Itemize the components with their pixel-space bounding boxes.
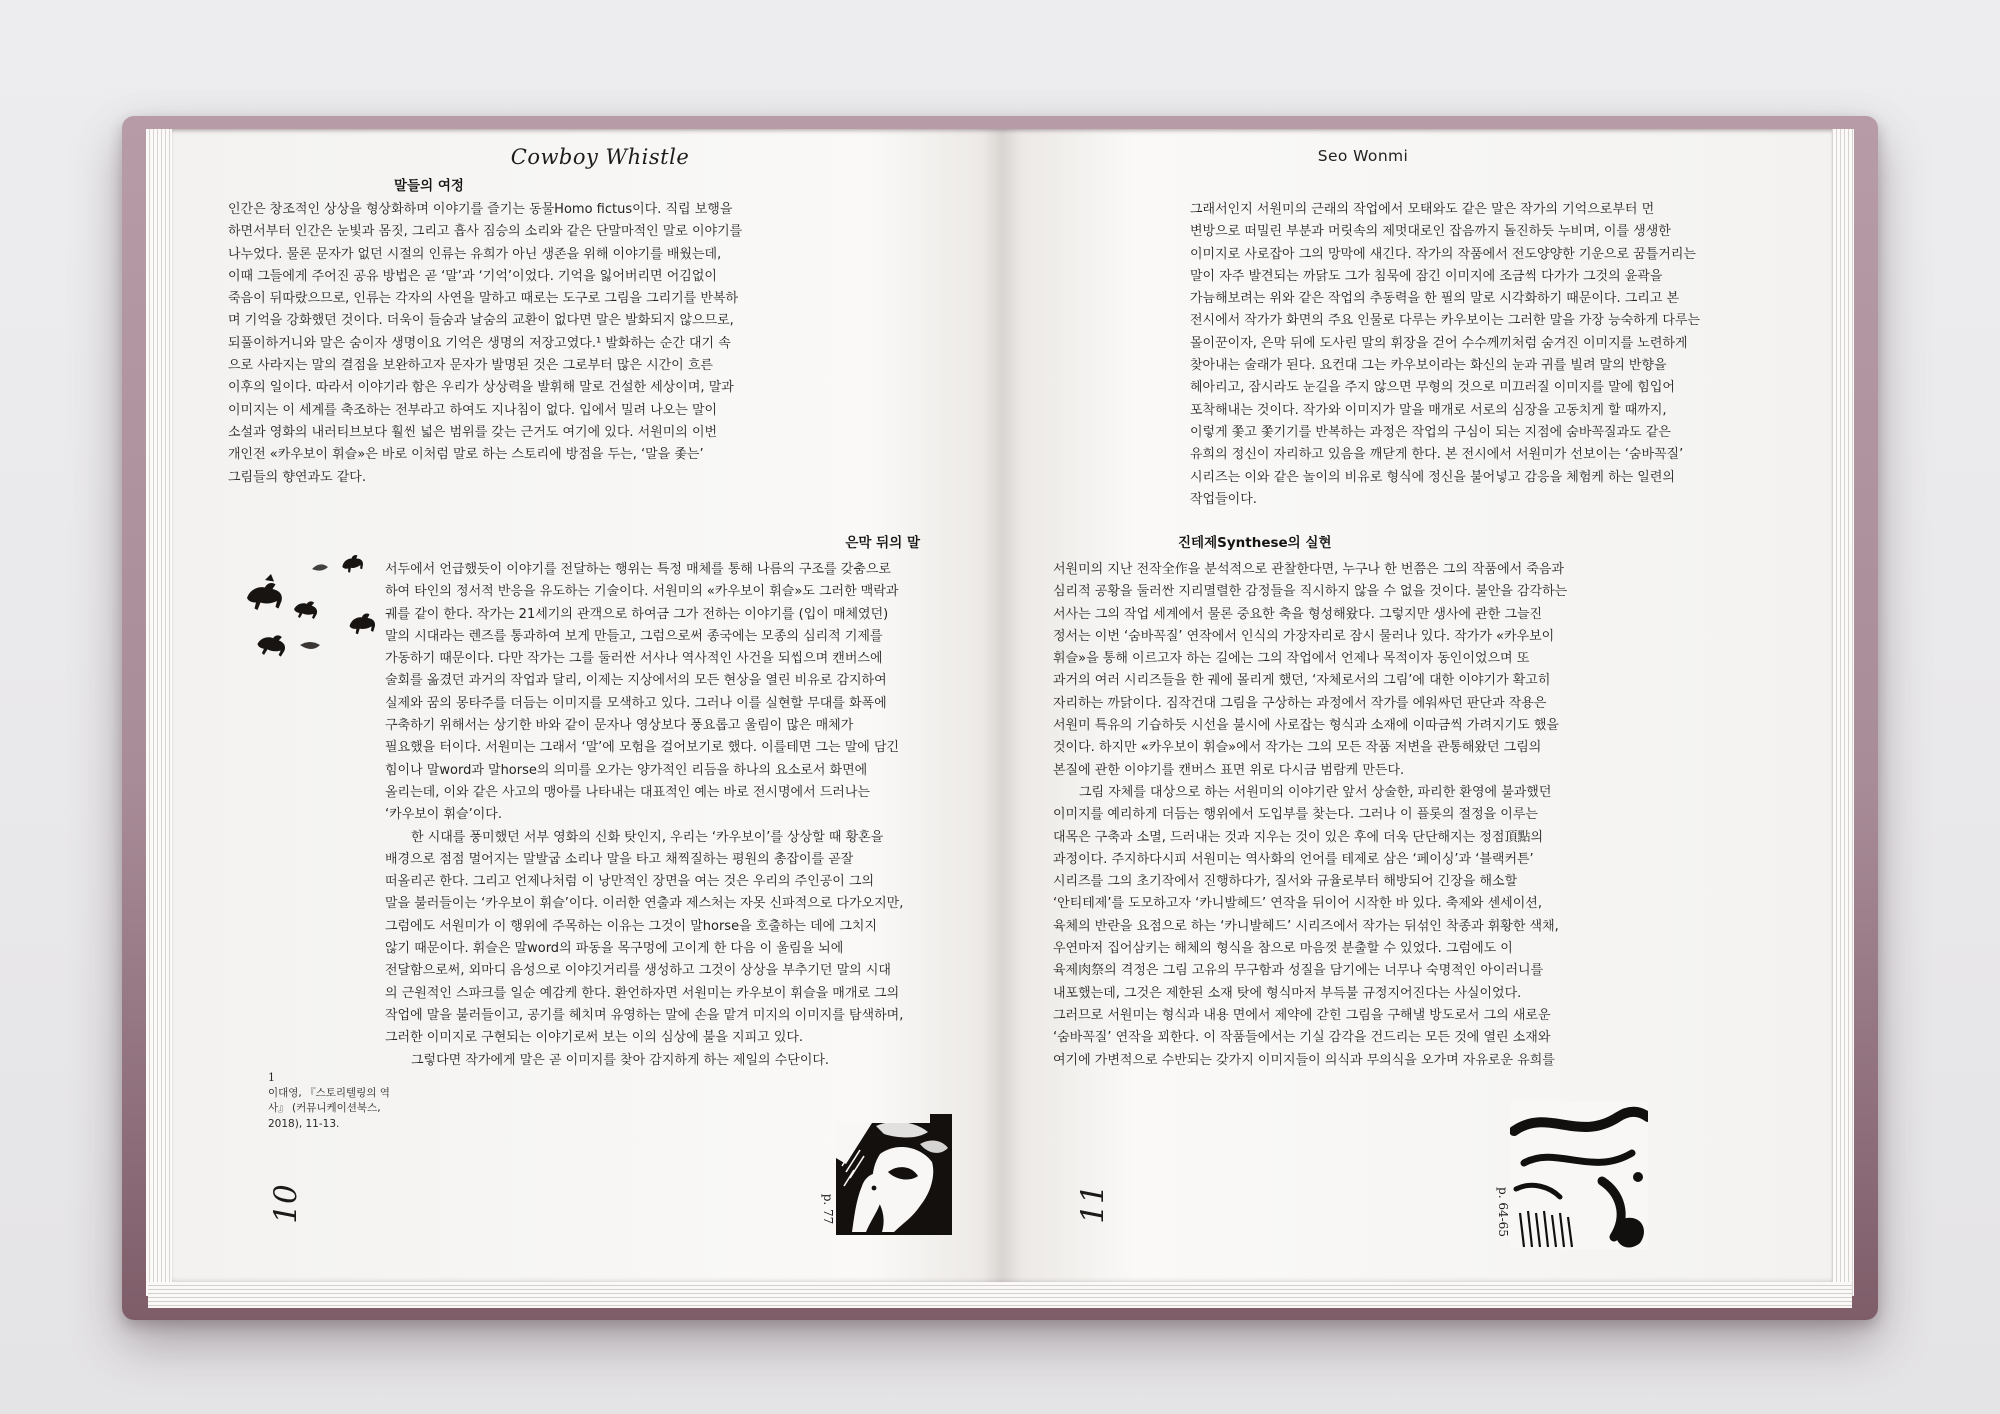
text-line: 포착해내는 것이다. 작가와 이미지가 말을 매개로 서로의 심장을 고동치게 할 때까지, bbox=[1190, 402, 1667, 418]
text-line: 이미지를 예리하게 더듬는 행위에서 도입부를 찾는다. 그러나 이 플롯의 절정을 이루는 bbox=[1053, 807, 1538, 823]
text-line: 작업들이다. bbox=[1190, 491, 1257, 507]
text-line: 내포했는데, 그것은 제한된 소재 탓에 형식마저 부득불 규정지어진다는 사실이었다. bbox=[1053, 985, 1522, 1001]
section-title-words-behind-silver-screen: 은막 뒤의 말 bbox=[845, 535, 920, 551]
text-line: 찾아내는 술래가 된다. 요컨대 그는 카우보이라는 화신의 눈과 귀를 빌려 말의 반향을 bbox=[1190, 358, 1667, 374]
book-title-header: Cowboy Whistle bbox=[510, 145, 690, 169]
text-line: 말이 자주 발견되는 까닭도 그가 침묵에 잠긴 이미지에 조금씩 다가가 그것의 윤곽을 bbox=[1190, 268, 1663, 284]
text-line: 그림들의 향연과도 같다. bbox=[228, 469, 366, 485]
text-line: 소설과 영화의 내러티브보다 훨씬 넓은 범위를 갖는 근거도 여기에 있다. 서원미의 이번 bbox=[228, 424, 718, 440]
text-line: 서원미의 지난 전작全作을 분석적으로 관찰한다면, 누구나 한 번쯤은 그의 작품에서 죽음과 bbox=[1053, 562, 1564, 577]
text-line: 과정이다. 주지하다시피 서원미는 역사화의 언어를 테제로 삼은 ‘페이싱’과 ‘블랙커튼’ bbox=[1053, 851, 1534, 867]
left-page-paragraph-1 bbox=[228, 199, 794, 489]
text-line: 이렇게 쫓고 쫓기기를 반복하는 과정은 작업의 구심이 되는 지점에 숨바꼭질과도 같은 bbox=[1190, 424, 1671, 440]
text-line: ‘안티테제’를 도모하고자 ‘카니발헤드’ 연작을 뒤이어 시작한 바 있다. 축제와 센세이션, bbox=[1053, 896, 1542, 912]
text-line: 그러한 이미지로 구현되는 이야기로써 보는 이의 심상에 불을 지피고 있다. bbox=[385, 1030, 804, 1046]
figure-caption-p64-65: p. 64-65 bbox=[1496, 1187, 1510, 1237]
text-line: 힘이나 말word과 말horse의 의미를 오가는 양가적인 리듬을 하나의 요소로서 화면에 bbox=[385, 762, 868, 778]
text-line: 가늠해보려는 위와 같은 작업의 추동력을 한 필의 말로 시각화하기 때문이다. 그리고 본 bbox=[1190, 291, 1680, 307]
text-line: 떠올리곤 한다. 그리고 언제나처럼 이 낭만적인 장면을 여는 것은 우리의 주인공이 그의 bbox=[385, 874, 875, 890]
text-line: 필요했을 터이다. 서원미는 그래서 ‘말’에 모험을 걸어보기로 했다. 이를테면 그는 말에 담긴 bbox=[385, 740, 900, 756]
text-line: 육체의 반란을 요점으로 하는 ‘카니발헤드’ 시리즈에서 작가는 뒤섞인 착종과 휘황한 색채, bbox=[1053, 918, 1559, 934]
text-line: 시리즈를 그의 초기작에서 진행하다가, 질서와 규율로부터 해방되어 긴장을 해소할 bbox=[1053, 874, 1518, 890]
text-line: 죽음이 뒤따랐으므로, 인류는 각자의 사연을 말하고 때로는 도구로 그림을 그리기를 반복하 bbox=[228, 291, 739, 307]
text-line: 여기에 가변적으로 수반되는 갖가지 이미지들이 의식과 무의식을 오가며 자유로운 유희를 bbox=[1053, 1052, 1555, 1068]
footnote-line: 이대영, 『스토리텔링의 역 bbox=[268, 1086, 390, 1099]
text-line: 실제와 꿈의 몽타주를 더듬는 이미지를 모색하고 있다. 그러나 이를 실현할 무대를 화폭에 bbox=[385, 695, 887, 711]
text-line: 서사는 그의 작업 세계에서 물론 중요한 축을 형성해왔다. 그렇지만 생사에 관한 그늘진 bbox=[1053, 606, 1543, 622]
text-line: 그래서인지 서원미의 근래의 작업에서 모태와도 같은 말은 작가의 기억으로부터 먼 bbox=[1190, 202, 1655, 217]
text-line: 몰이꾼이자, 은막 뒤에 도사린 말의 휘장을 걷어 수수께끼처럼 숨겨진 이미지를 노련하게 bbox=[1190, 335, 1688, 351]
text-line: 서원미 특유의 기습하듯 시선을 불시에 사로잡는 형식과 소재에 이따금씩 가려지기도 했을 bbox=[1053, 718, 1559, 734]
text-line: 구축하기 위해서는 상기한 바와 같이 문자나 영상보다 풍요롭고 울림이 많은 매체가 bbox=[385, 718, 854, 734]
text-line: 그러므로 서원미는 형식과 내용 면에서 제약에 갇힌 그림을 구해낼 방도로서 그의 새로운 bbox=[1053, 1007, 1551, 1023]
text-line: 대목은 구축과 소멸, 드러내는 것과 지우는 것이 있은 후에 더욱 단단해지는 정점頂點의 bbox=[1053, 829, 1544, 845]
text-line: 과거의 여러 시리즈들을 한 궤에 몰리게 했던, ‘자체로서의 그림’에 대한 이야기가 확고히 bbox=[1053, 673, 1551, 689]
text-line: 하여 타인의 정서적 반응을 유도하는 기술이다. 서원미의 «카우보이 휘슬»도 그러한 맥락과 bbox=[385, 584, 899, 600]
text-line: 으로 사라지는 말의 결점을 보완하고자 문자가 발명된 것은 그로부터 많은 시간이 흐른 bbox=[228, 358, 713, 374]
section-title-journey-of-words: 말들의 여정 bbox=[394, 178, 464, 194]
text-line: 인간은 창조적인 상상을 형상화하며 이야기를 즐기는 동물Homo fictus이다. 직립 보행을 bbox=[228, 202, 733, 217]
text-line: 배경으로 점점 멀어지는 말발굽 소리나 말을 타고 채찍질하는 평원의 총잡이를 곧잘 bbox=[385, 851, 854, 867]
text-line: 육제肉祭의 격정은 그림 고유의 무구함과 성질을 담기에는 너무나 숙명적인 아이러니를 bbox=[1053, 963, 1544, 979]
text-line: 시리즈는 이와 같은 놀이의 비유로 형식에 정신을 불어넣고 감응을 체험케 하는 일련의 bbox=[1190, 469, 1675, 485]
text-line: 말의 시대라는 렌즈를 통과하여 보게 만들고, 그럼으로써 종국에는 모종의 심리적 기제를 bbox=[385, 628, 883, 644]
text-line: 그림 자체를 대상으로 하는 서원미의 이야기란 앞서 상술한, 파리한 환영에 불과했던 bbox=[1053, 784, 1552, 800]
text-line: 자리하는 까닭이다. 짐작건대 그림을 구상하는 과정에서 작가를 에워싸던 판단과 작용은 bbox=[1053, 695, 1547, 711]
author-header: Seo Wonmi bbox=[1317, 147, 1409, 165]
text-line: 작업에 말을 불러들이고, 공기를 헤치며 유영하는 말에 손을 맡겨 미지의 이미지를 탐색하며, bbox=[385, 1007, 904, 1023]
text-line: 헤아리고, 잠시라도 눈길을 주지 않으면 무형의 것으로 미끄러질 이미지를 말에 힘입어 bbox=[1190, 380, 1675, 396]
text-line: 심리적 공황을 둘러싼 지리멸렬한 감정들을 직시하지 않을 수 없을 것이다. 불안을 감각하는 bbox=[1053, 584, 1568, 600]
text-line: 한 시대를 풍미했던 서부 영화의 신화 탓인지, 우리는 ‘카우보이’를 상상할 때 황혼을 bbox=[385, 829, 884, 845]
text-line: 이때 그들에게 주어진 공유 방법은 곧 ‘말’과 ‘기억’이었다. 기억을 잃어버리면 어김없이 bbox=[228, 268, 717, 284]
text-line: 개인전 «카우보이 휘슬»은 바로 이처럼 말로 하는 스토리에 방점을 두는, ‘말을 좇는’ bbox=[228, 447, 704, 463]
text-line: 것이다. 하지만 «카우보이 휘슬»에서 작가는 그의 모든 작품 저변을 관통해왔던 그림의 bbox=[1053, 740, 1542, 756]
text-line: 올리는데, 이와 같은 사고의 맹아를 나타내는 대표적인 예는 바로 전시명에서 드러나는 bbox=[385, 784, 870, 800]
book-spread bbox=[172, 129, 1832, 1282]
left-page-paragraph-2 bbox=[385, 559, 920, 1072]
section-title-synthese: 진테제Synthese의 실현 bbox=[1178, 535, 1332, 551]
page-number-right: 11 bbox=[1075, 1184, 1111, 1224]
text-line: 그렇다면 작가에게 말은 곧 이미지를 찾아 감지하게 하는 제일의 수단이다. bbox=[385, 1052, 830, 1068]
ink-waves-illustration bbox=[1510, 1101, 1648, 1249]
text-line: 정서는 이번 ‘숨바꼭질’ 연작에서 인식의 가장자리로 잠시 물러나 있다. 작가가 «카우보이 bbox=[1053, 628, 1555, 644]
footnote-marker: 1 bbox=[268, 1071, 275, 1084]
book bbox=[122, 116, 1878, 1320]
horse-sketches-illustration bbox=[242, 549, 392, 669]
text-line: 그럼에도 서원미가 이 행위에 주목하는 이유는 그것이 말horse을 호출하는 데에 그치지 bbox=[385, 918, 878, 934]
text-line: 본질에 관한 이야기를 캔버스 표면 위로 다시금 범람케 만든다. bbox=[1053, 762, 1405, 778]
page-edges-left bbox=[146, 129, 172, 1296]
text-line: 술회를 옮겼던 과거의 작업과 달리, 이제는 지상에서의 모든 현상을 열린 비유로 감지하여 bbox=[385, 673, 887, 689]
text-line: 유희의 정신이 자리하고 있음을 깨닫게 한다. 본 전시에서 서원미가 선보이는 ‘숨바꼭질’ bbox=[1190, 447, 1684, 463]
text-line: 변방으로 떠밀린 부분과 머릿속의 제멋대로인 잡음까지 돌진하듯 누비며, 이를 생생한 bbox=[1190, 224, 1671, 240]
page-edges-right bbox=[1832, 129, 1854, 1296]
text-line: ‘숨바꼭질’ 연작을 꾀한다. 이 작품들에서는 기실 감각을 건드리는 모든 것에 열린 소재와 bbox=[1053, 1030, 1551, 1046]
figure-caption-p77: p. 77 bbox=[821, 1193, 835, 1225]
text-line: 며 기억을 강화했던 것이다. 더욱이 들숨과 날숨의 교환이 없다면 말은 발화되지 않으므로, bbox=[228, 313, 734, 329]
text-line: 말을 불러들이는 ‘카우보이 휘슬’이다. 이러한 연출과 제스처는 자못 신파적으로 다가오지만, bbox=[385, 896, 904, 912]
text-line: 우연마저 집어삼키는 해체의 형식을 참으로 마음껏 분출할 수 있었다. 그럼에도 이 bbox=[1053, 941, 1513, 957]
footnote bbox=[268, 1070, 408, 1132]
text-line: ‘카우보이 휘슬’이다. bbox=[385, 807, 502, 823]
text-line: 궤를 같이 한다. 작가는 21세기의 관객으로 하여금 그가 전하는 이야기를 (입이 매체였던) bbox=[385, 606, 889, 622]
footnote-line: 사』 (커뮤니케이션북스, bbox=[268, 1102, 381, 1114]
footnote-lines bbox=[268, 1086, 408, 1133]
text-line: 의 근원적인 스파크를 일순 예감케 한다. 환언하자면 서원미는 카우보이 휘슬을 매개로 그의 bbox=[385, 985, 900, 1001]
text-line: 가동하기 때문이다. 다만 작가는 그를 둘러싼 서사나 역사적인 사건을 되씹으며 캔버스에 bbox=[385, 651, 883, 667]
text-line: 이미지로 사로잡아 그의 망막에 새긴다. 작가의 작품에서 전도양양한 기운으로 꿈틀거리는 bbox=[1190, 246, 1696, 262]
text-line: 되풀이하거니와 말은 숨이자 생명이요 기억은 생명의 저장고였다.¹ 발화하는 순간 대기 속 bbox=[228, 335, 731, 351]
right-page-paragraph-1 bbox=[1190, 199, 1752, 511]
text-line: 이후의 일이다. 따라서 이야기라 함은 우리가 상상력을 발휘해 말로 건설한 세상이며, 말과 bbox=[228, 380, 734, 396]
text-line: 않기 때문이다. 휘슬은 말word의 파동을 목구멍에 고이게 한 다음 이 울림을 뇌에 bbox=[385, 941, 844, 957]
text-line: 전달함으로써, 외마디 음성으로 이야깃거리를 생성하고 그것이 상상을 부추기던 말의 시대 bbox=[385, 963, 891, 979]
text-line: 이미지는 이 세계를 축조하는 전부라고 하여도 지나침이 없다. 입에서 밀려 나오는 말이 bbox=[228, 402, 718, 418]
right-page-paragraph-2 bbox=[1053, 559, 1573, 1072]
text-line: 전시에서 작가가 화면의 주요 인물로 다루는 카우보이는 그러한 말을 가장 능숙하게 다루는 bbox=[1190, 313, 1701, 329]
text-line: 서두에서 언급했듯이 이야기를 전달하는 행위는 특정 매체를 통해 나름의 구조를 갖춤으로 bbox=[385, 562, 891, 577]
text-line: 나누었다. 물론 문자가 없던 시절의 인류는 유희가 아닌 생존을 위해 이야기를 배웠는데, bbox=[228, 246, 722, 262]
text-line: 하면서부터 인간은 눈빛과 몸짓, 그리고 흡사 짐승의 소리와 같은 단말마적인 말로 이야기를 bbox=[228, 224, 743, 240]
footnote-line: 2018), 11-13. bbox=[268, 1117, 340, 1130]
page-number-left: 10 bbox=[268, 1184, 304, 1224]
text-line: 휘슬»을 통해 이르고자 하는 길에는 그의 작업에서 언제나 목적이자 동인이었으며 또 bbox=[1053, 651, 1530, 667]
horses-print-illustration bbox=[836, 1114, 952, 1243]
page-edges-bottom bbox=[148, 1282, 1852, 1308]
